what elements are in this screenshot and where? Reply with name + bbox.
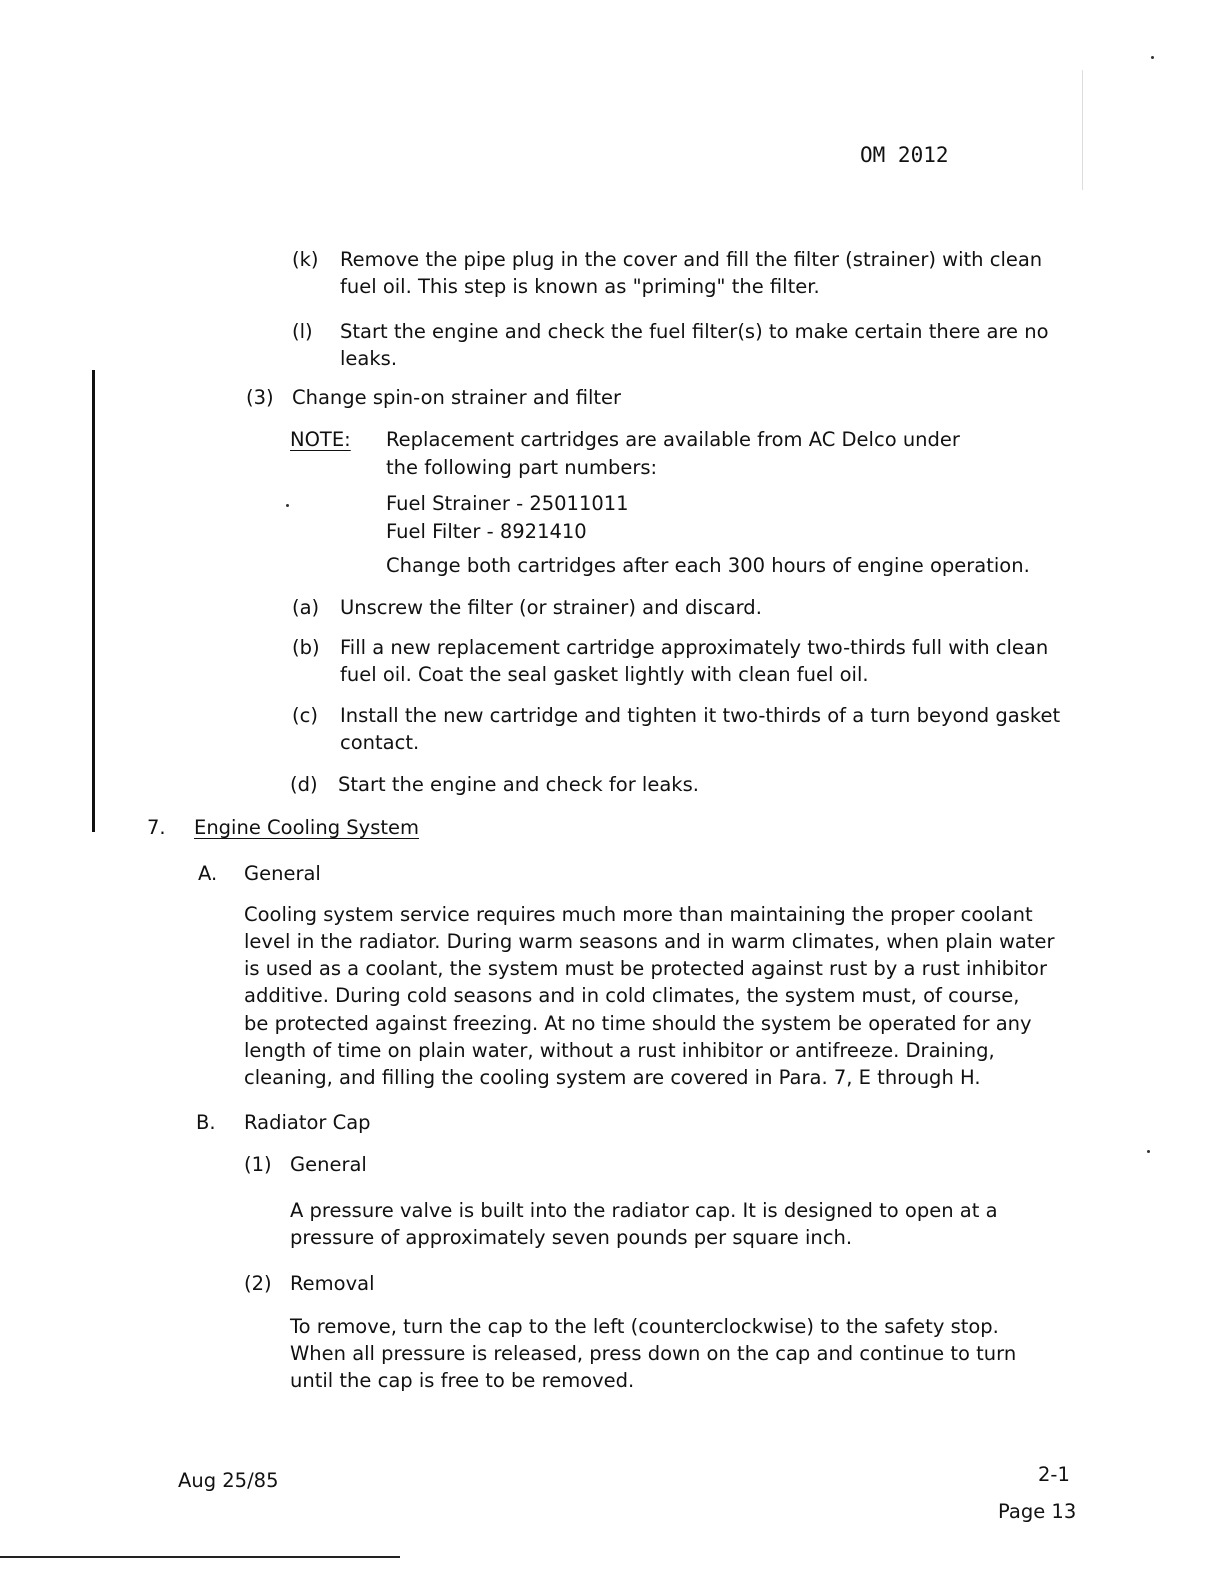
scan-speck xyxy=(1151,56,1154,59)
section-title: Engine Cooling System xyxy=(194,816,419,839)
step-c-line-1: Install the new cartridge and tighten it two-thirds of a turn beyond gasket xyxy=(340,704,1061,727)
item-l-line-1: Start the engine and check the fuel filter(s) to make certain there are no xyxy=(340,320,1049,343)
subsection-b-label: B. xyxy=(196,1111,216,1134)
change-bar xyxy=(92,370,95,832)
step-c-line-2: contact. xyxy=(340,731,420,754)
sub1-line-1: A pressure valve is built into the radiator cap. It is designed to open at a xyxy=(290,1199,998,1222)
step-label-b: (b) xyxy=(292,636,320,659)
sub1-title: General xyxy=(290,1153,367,1176)
sub2-title: Removal xyxy=(290,1272,375,1295)
scan-speck xyxy=(1147,1150,1150,1153)
sub2-label: (2) xyxy=(244,1272,272,1295)
subsection-a-title: General xyxy=(244,862,321,885)
document-id: OM 2012 xyxy=(860,143,949,167)
subsection-b-title: Radiator Cap xyxy=(244,1111,371,1134)
scan-edge xyxy=(1082,70,1083,190)
note-change-interval: Change both cartridges after each 300 hours of engine operation. xyxy=(386,554,1030,577)
step-b-line-1: Fill a new replacement cartridge approximately two-thirds full with clean xyxy=(340,636,1049,659)
item-label-k: (k) xyxy=(292,248,319,271)
paragraph-line: length of time on plain water, without a rust inhibitor or antifreeze. Draining, xyxy=(244,1039,995,1062)
footer-date: Aug 25/85 xyxy=(178,1469,279,1492)
step-label-d: (d) xyxy=(290,773,318,796)
part-fuel-filter: Fuel Filter - 8921410 xyxy=(386,520,587,543)
item-k-line-2: fuel oil. This step is known as "priming" the filter. xyxy=(340,275,820,298)
item-k-line-1: Remove the pipe plug in the cover and fill the filter (strainer) with clean xyxy=(340,248,1043,271)
step-label-c: (c) xyxy=(292,704,318,727)
item-l-line-2: leaks. xyxy=(340,347,398,370)
note-label: NOTE: xyxy=(290,428,351,451)
item-label-l: (l) xyxy=(292,320,313,343)
note-line-2: the following part numbers: xyxy=(386,456,658,479)
sub2-line-3: until the cap is free to be removed. xyxy=(290,1369,635,1392)
subsection-a-label: A. xyxy=(198,862,218,885)
paragraph-line: level in the radiator. During warm seasons and in warm climates, when plain water xyxy=(244,930,1055,953)
sub2-line-2: When all pressure is released, press down on the cap and continue to turn xyxy=(290,1342,1017,1365)
sub1-label: (1) xyxy=(244,1153,272,1176)
footer-section: 2-1 xyxy=(1038,1463,1070,1486)
bottom-rule xyxy=(0,1556,400,1558)
scan-speck xyxy=(286,504,289,507)
paragraph-line: be protected against freezing. At no time should the system be operated for any xyxy=(244,1012,1032,1035)
section-number: 7. xyxy=(147,816,166,839)
note-line-1: Replacement cartridges are available from AC Delco under xyxy=(386,428,960,451)
item-3-title: Change spin-on strainer and filter xyxy=(292,386,622,409)
paragraph-line: is used as a coolant, the system must be protected against rust by a rust inhibitor xyxy=(244,957,1048,980)
part-fuel-strainer: Fuel Strainer - 25011011 xyxy=(386,492,629,515)
step-d-line-1: Start the engine and check for leaks. xyxy=(338,773,699,796)
paragraph-line: cleaning, and filling the cooling system are covered in Para. 7, E through H. xyxy=(244,1066,981,1089)
paragraph-line: Cooling system service requires much more than maintaining the proper coolant xyxy=(244,903,1033,926)
footer-page: Page 13 xyxy=(998,1500,1077,1523)
sub1-line-2: pressure of approximately seven pounds per square inch. xyxy=(290,1226,853,1249)
step-a-line-1: Unscrew the filter (or strainer) and discard. xyxy=(340,596,762,619)
item-label-3: (3) xyxy=(246,386,274,409)
paragraph-line: additive. During cold seasons and in cold climates, the system must, of course, xyxy=(244,984,1020,1007)
step-b-line-2: fuel oil. Coat the seal gasket lightly with clean fuel oil. xyxy=(340,663,869,686)
step-label-a: (a) xyxy=(292,596,320,619)
sub2-line-1: To remove, turn the cap to the left (counterclockwise) to the safety stop. xyxy=(290,1315,999,1338)
